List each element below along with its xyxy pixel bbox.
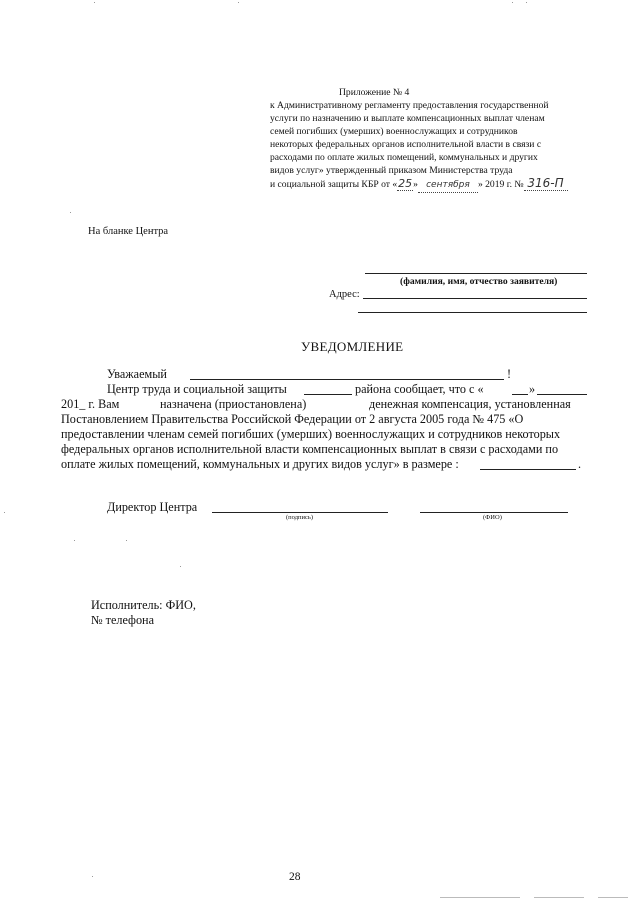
address-line-2	[358, 312, 587, 313]
header-line: видов услуг» утвержденный приказом Министерства труда	[270, 165, 513, 176]
amount-line	[480, 469, 576, 470]
director-name-line	[420, 512, 568, 513]
scan-speck	[70, 212, 71, 213]
header-year: » 2019 г. №	[477, 179, 524, 190]
header-date-prefix: и социальной защиты КБР от «	[270, 179, 398, 190]
body-line: федеральных органов исполнительной власти компенсационных выплат в связи с расходами по	[61, 442, 559, 456]
date-month-line	[537, 394, 587, 395]
header-line-date	[270, 177, 568, 193]
letterhead-note: На бланке Центра	[88, 226, 169, 237]
director-label: Директор Центра	[107, 500, 198, 514]
header-line: семей погибших (умерших) военнослужащих и сотрудников	[270, 126, 518, 137]
body-line: 201_ г. Вам	[61, 397, 120, 411]
handwritten-month: сентября	[418, 179, 478, 193]
header-line: расходами по оплате жилых помещений, коммунальных и других	[270, 152, 538, 163]
body-line: Центр труда и социальной защиты	[107, 382, 287, 396]
scan-speck	[180, 566, 181, 567]
scan-mark	[440, 897, 520, 898]
scan-speck	[94, 2, 95, 3]
scan-speck	[92, 876, 93, 877]
header-line: услуги по назначению и выплате компенсационных выплат членам	[270, 113, 545, 124]
executor-phone: № телефона	[91, 613, 154, 627]
handwritten-day: 25	[398, 177, 413, 190]
scan-mark	[534, 897, 584, 898]
body-line: района сообщает, что с «	[355, 382, 484, 396]
address-label: Адрес:	[329, 289, 360, 300]
page-number: 28	[289, 871, 301, 883]
appendix-title: Приложение № 4	[339, 87, 410, 98]
handwritten-order-number: 316-П	[524, 177, 568, 191]
document-title: УВЕДОМЛЕНИЕ	[301, 339, 404, 354]
executor-name: Исполнитель: ФИО,	[91, 598, 196, 612]
scan-speck	[126, 540, 127, 541]
body-line: предоставлении членам семей погибших (умерших) военнослужащих и сотрудников некоторых	[61, 427, 561, 441]
signature-line	[212, 512, 388, 513]
scan-speck	[4, 512, 5, 513]
applicant-caption: (фамилия, имя, отчество заявителя)	[400, 276, 558, 287]
district-line	[304, 394, 352, 395]
header-line: некоторых федеральных органов исполнительной власти в связи с	[270, 139, 542, 150]
scan-speck	[74, 540, 75, 541]
signature-caption: (подпись)	[286, 514, 313, 521]
greeting: Уважаемый	[107, 367, 167, 381]
scan-mark	[598, 897, 628, 898]
recipient-name-line	[190, 379, 504, 380]
body-line: .	[578, 457, 582, 471]
greeting-excl: !	[507, 367, 512, 381]
body-line: денежная компенсация, установленная	[369, 397, 571, 411]
header-date-close: »	[413, 179, 418, 190]
header-line: к Административному регламенту предоставления государственной	[270, 100, 549, 111]
scan-speck	[526, 2, 527, 3]
address-line-1	[363, 298, 587, 299]
body-line: »	[529, 382, 536, 396]
scan-speck	[238, 2, 239, 3]
applicant-name-line	[365, 273, 587, 274]
body-line: Постановлением Правительства Российской Федерации от 2 августа 2005 года № 475 «О	[61, 412, 524, 426]
date-day-line	[512, 394, 528, 395]
body-line: оплате жилых помещений, коммунальных и других видов услуг» в размере :	[61, 457, 459, 471]
body-line: назначена (приостановлена)	[160, 397, 307, 411]
scan-speck	[512, 2, 513, 3]
name-caption: (ФИО)	[483, 514, 502, 521]
